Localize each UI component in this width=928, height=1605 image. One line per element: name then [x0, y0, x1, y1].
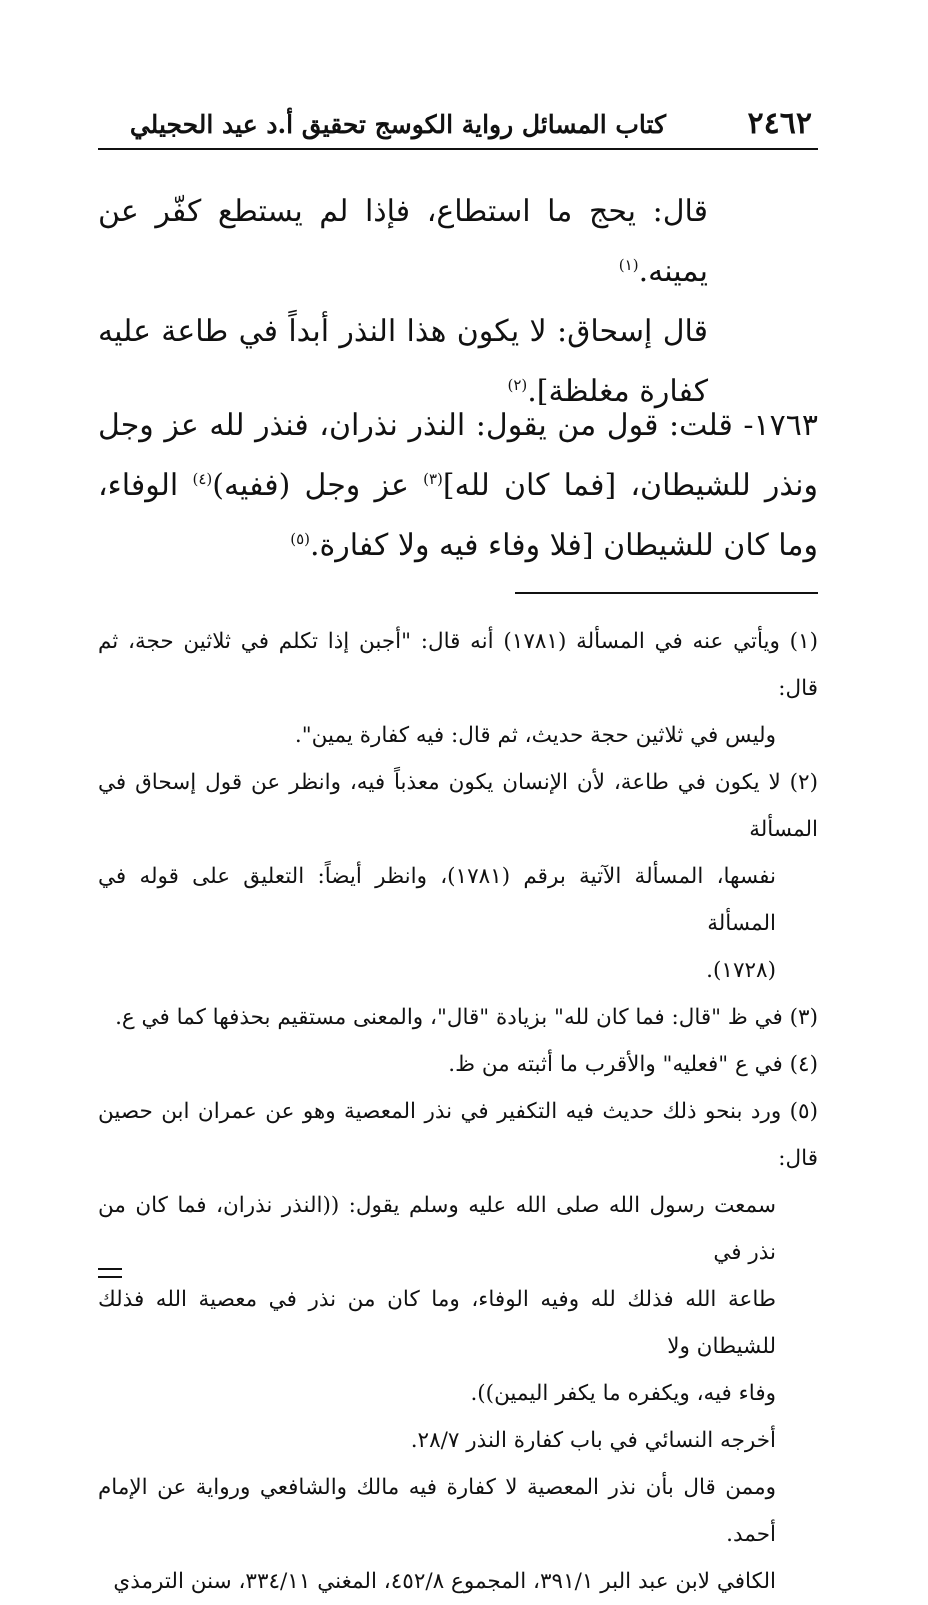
footnote-5-cont: وفاء فيه، ويكفره ما يكفر اليمين)). [470, 1381, 776, 1406]
footnote-separator [515, 592, 818, 594]
main-text-block-1 [98, 182, 818, 422]
footnotes [98, 618, 818, 1605]
footnote-4: (٤) في ع "فعليه" والأقرب ما أثبته من ظ. [448, 1052, 818, 1077]
main-paragraph-1 [98, 182, 818, 302]
question-number: ١٧٦٣- [743, 408, 818, 443]
main-text-block-2 [98, 396, 818, 576]
continuation-mark [98, 1268, 122, 1278]
question-text: عز وجل (ففيه) [212, 468, 424, 503]
main-text: قال إسحاق: لا يكون هذا النذر أبداً في طاعة عليه كفارة مغلظة]. [98, 314, 708, 409]
running-title: كتاب المسائل رواية الكوسج تحقيق أ.د عيد الحجيلي [129, 110, 666, 139]
footnote-5-cont: سمعت رسول الله صلى الله عليه وسلم يقول: ((النذر نذران، فما كان من نذر في [98, 1193, 776, 1265]
main-text: قال: يحج ما استطاع، فإذا لم يستطع كفّر عن يمينه. [98, 194, 708, 289]
footnote-5-cont: أخرجه النسائي في باب كفارة النذر ٢٨/٧. [410, 1428, 776, 1453]
footnote-5-cont: وممن قال بأن نذر المعصية لا كفارة فيه مالك والشافعي ورواية عن الإمام أحمد. [98, 1475, 776, 1547]
footnote-2-cont: نفسها، المسألة الآتية برقم (١٧٨١)، وانظر أيضاً: التعليق على قوله في المسألة [98, 864, 777, 936]
page-number: ٢٤٦٢ [747, 106, 812, 141]
footnote-2: (٢) لا يكون في طاعة، لأن الإنسان يكون معذباً فيه، وانظر عن قول إسحاق في المسألة [98, 770, 818, 842]
footnote-ref: (٤) [192, 470, 213, 488]
header-rule [98, 148, 818, 150]
footnote-5: (٥) ورد بنحو ذلك حديث فيه التكفير في نذر المعصية وهو عن عمران ابن حصين قال: [98, 1099, 818, 1171]
footnote-5-cont: الكافي لابن عبد البر ٣٩١/١، المجموع ٤٥٢/٨، المغني ٣٣٤/١١، سنن الترمذي [113, 1569, 776, 1594]
footnote-3: (٣) في ظ "قال: فما كان لله" بزيادة "قال"، والمعنى مستقيم بحذفها كما في ع. [115, 1005, 818, 1030]
footnote-2-cont: (١٧٢٨). [706, 958, 776, 983]
footnote-ref: (٣) [423, 470, 443, 488]
question-text: الوفاء، وما كان للشيطان [فلا وفاء فيه ولا كفارة. [98, 468, 818, 563]
question-text: قلت: قول من يقول: النذر نذران، فنذر لله عز وجل ونذر للشيطان، [فما كان لله] [98, 408, 818, 503]
footnote-ref: (٥) [290, 530, 310, 548]
page-header [98, 104, 818, 144]
footnote-ref: (٢) [507, 376, 528, 394]
question-paragraph [98, 396, 818, 576]
footnote-1-cont: وليس في ثلاثين حجة حديث، ثم قال: فيه كفارة يمين". [294, 723, 776, 748]
footnote-ref: (١) [618, 256, 639, 274]
footnote-1: (١) ويأتي عنه في المسألة (١٧٨١) أنه قال: "أجبن إذا تكلم في ثلاثين حجة، ثم قال: [98, 629, 818, 701]
footnote-5-cont: طاعة الله فذلك لله وفيه الوفاء، وما كان من نذر في معصية الله فذلك للشيطان ولا [98, 1287, 776, 1359]
